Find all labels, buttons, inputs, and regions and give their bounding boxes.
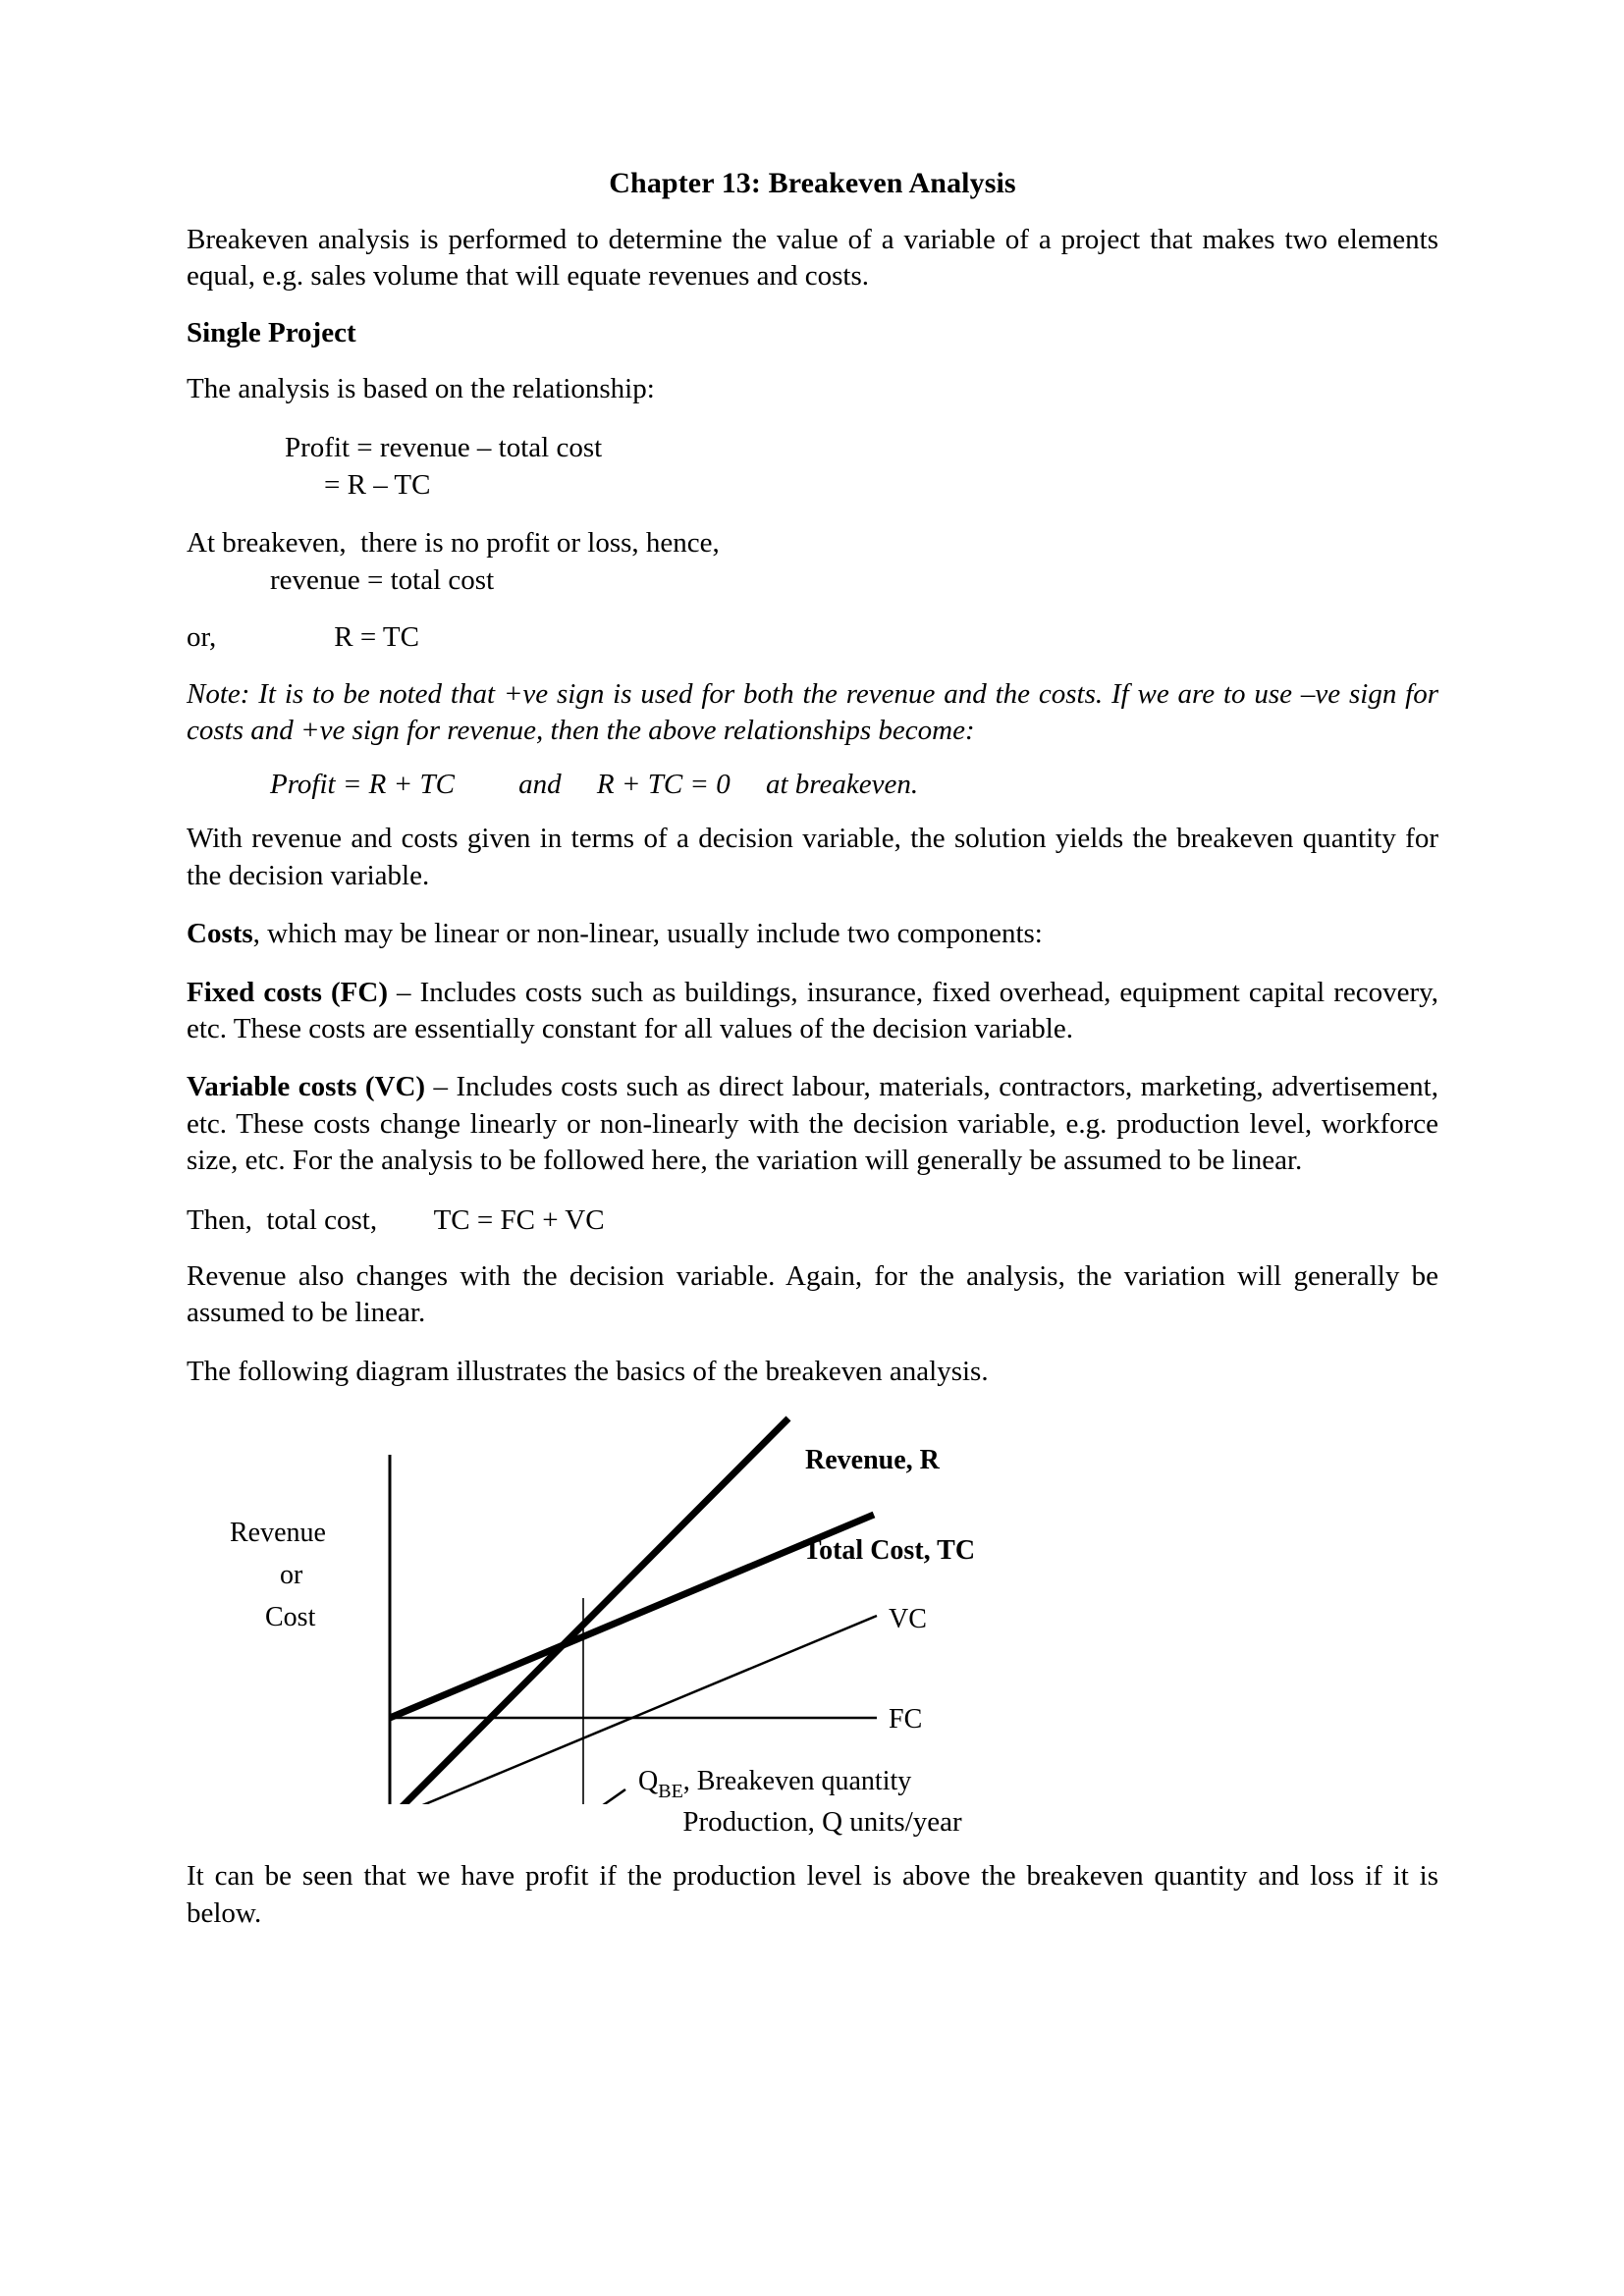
fixed-costs-lead: Fixed costs (FC) [187,976,388,1008]
x-axis-caption: Production, Q units/year [682,1806,962,1839]
breakeven-annotation-main: Q [638,1766,659,1797]
fixed-costs-paragraph [187,975,1438,1048]
costs-rest: , which may be linear or non-linear, usually include two components: [252,918,1043,950]
diagram-intro-paragraph: The following diagram illustrates the basics of the breakeven analysis. [187,1355,989,1387]
fixed-costs-rest: – Includes costs such as buildings, insurance, fixed overhead, equipment capital recovery, etc. These costs are essentially constant for all values of the decision variable. [187,976,1439,1044]
profit-equation-block [187,429,1438,505]
series-label-fc: FC [889,1704,923,1735]
profit-equation-line-1: Profit = revenue – total cost [285,432,603,464]
intro-paragraph: Breakeven analysis is performed to determine the value of a variable of a project that makes two elements equal, e.g. sales volume that will equate revenues and costs. [187,224,1438,293]
breakeven-annotation-rest: , Breakeven quantity [682,1766,912,1797]
breakeven-equation-block [187,524,1438,600]
series-label-vc: VC [889,1604,927,1635]
breakeven-chart-svg [187,1412,1438,1804]
breakeven-arrow-shaft [589,1789,625,1804]
note-equation: Profit = R + TC and R + TC = 0 at breakeven. [270,769,919,801]
variable-costs-paragraph [187,1069,1438,1179]
series-label-revenue: Revenue, R [805,1445,940,1476]
relationship-intro: The analysis is based on the relationship: [187,372,655,404]
document-content [187,167,1438,1953]
profit-equation-line-2: = R – TC [324,469,431,502]
total-cost-line [390,1515,874,1718]
note-paragraph [187,676,1438,750]
or-equation-row [187,618,1438,656]
costs-paragraph [187,916,1438,952]
or-label: or, [187,621,217,654]
decision-variable-paragraph: With revenue and costs given in terms of a decision variable, the solution yields the breakeven quantity for the decision variable. [187,823,1438,891]
breakeven-diagram [187,1412,1438,1804]
revenue-line [390,1418,788,1804]
breakeven-annotation-sub: BE [658,1781,683,1803]
closing-paragraph: It can be seen that we have profit if the production level is above the breakeven quantity and loss if it is below. [187,1860,1438,1929]
breakeven-equation: revenue = total cost [270,564,495,597]
breakeven-annotation [638,1766,911,1802]
note-line-2: –ve sign for costs and +ve sign for revenue, then the above relationships become: [187,677,1439,746]
total-cost-equation [187,1201,1438,1239]
or-equation-block [187,618,1438,656]
variable-costs-rest: – Includes costs such as direct labour, materials, contractors, marketing, advertisement, etc. These costs change linearly or non-linearly with the decision variable, e.g. production level, workforce size, etc. For the analysis to be followed here, the variation will generally be assumed to be linear. [187,1071,1438,1177]
series-label-total-cost: Total Cost, TC [803,1535,976,1567]
note-line-1: Note: It is to be noted that +ve sign is used for both the revenue and the costs. If we are to use [187,677,1293,710]
y-axis-label-line-3: Cost [265,1602,316,1633]
revenue-linear-paragraph: Revenue also changes with the decision variable. Again, for the analysis, the variation will generally be assumed to be linear. [187,1259,1438,1329]
breakeven-statement: At breakeven, there is no profit or loss, hence, [187,526,720,559]
variable-costs-lead: Variable costs (VC) [187,1071,426,1103]
or-equation: R = TC [334,621,419,654]
y-axis-label-line-2: or [280,1560,303,1591]
total-cost-equation-line: Then, total cost, TC = FC + VC [187,1203,605,1236]
section-heading-single-project: Single Project [187,316,356,348]
y-axis-label-line-1: Revenue [230,1518,326,1549]
page-title: Chapter 13: Breakeven Analysis [609,167,1016,199]
costs-lead: Costs [187,918,253,950]
